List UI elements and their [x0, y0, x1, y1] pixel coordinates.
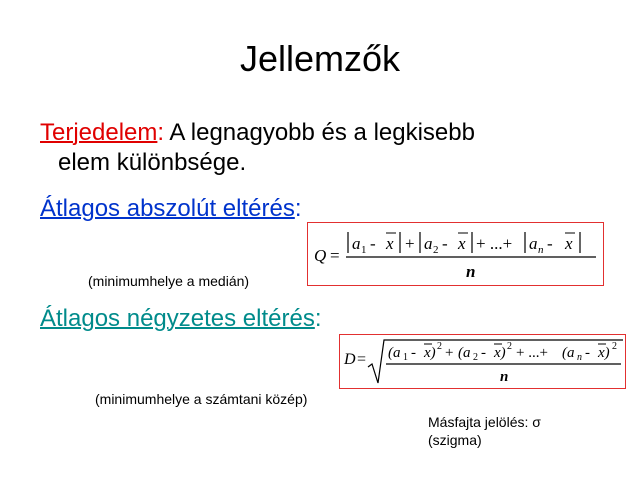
atlagos-abszolut-colon: :: [294, 195, 302, 222]
atlagos-negyzetes-term: Átlagos négyzetes eltérés: [40, 305, 315, 332]
formula-d-t1-sub: 1: [403, 352, 408, 363]
formula-d-tn: (a: [562, 345, 575, 361]
formula-d-denominator: n: [500, 369, 509, 385]
terjedelem-bullet: [40, 118, 640, 178]
formula-d-sup2: 2: [507, 341, 512, 352]
atlagos-abszolut-term: Átlagos abszolút eltérés: [40, 195, 295, 222]
formula-d-x2: x): [494, 345, 506, 361]
formula-d-minus3: -: [585, 345, 590, 361]
formula-q-an: a: [529, 234, 538, 253]
formula-d-lhs: D: [344, 351, 356, 368]
formula-d-minus1: -: [411, 345, 416, 361]
formula-q-a2-sub: 2: [433, 244, 439, 256]
formula-d-dots: + ...+: [516, 345, 548, 361]
formula-d-x1: x): [424, 345, 436, 361]
terjedelem-colon: :: [157, 119, 165, 146]
terjedelem-text-line1: A legnagyobb és a legkisebb: [164, 119, 475, 146]
formula-q-eq: =: [330, 246, 340, 265]
formula-d: [340, 335, 625, 388]
formula-q-box: [307, 222, 604, 286]
median-note: (minimumhelye a medián): [88, 273, 250, 289]
szamtani-kozep-note: (minimumhelye a számtani közép): [95, 391, 308, 407]
formula-q-a1: a: [352, 234, 361, 253]
formula-q-a2: a: [424, 234, 433, 253]
terjedelem-term: Terjedelem: [40, 119, 158, 146]
formula-d-eq: =: [357, 351, 367, 368]
formula-q-x1: x: [386, 234, 394, 253]
formula-q-denominator: n: [466, 262, 476, 281]
formula-q-x2: x: [458, 234, 466, 253]
atlagos-abszolut-heading: [40, 195, 301, 223]
formula-d-box: [339, 334, 626, 389]
formula-q-lhs: Q: [314, 246, 327, 265]
formula-d-minus2: -: [481, 345, 486, 361]
formula-d-sup3: 2: [612, 341, 617, 352]
formula-q-dots: + ...+: [476, 234, 513, 253]
formula-d-tn-sub: n: [577, 352, 582, 363]
terjedelem-text-line2: elem különbsége.: [58, 149, 247, 176]
formula-q-an-sub: n: [538, 244, 544, 256]
slide-title: Jellemzők: [239, 38, 401, 79]
atlagos-negyzetes-heading: [40, 305, 322, 333]
atlagos-negyzetes-colon: :: [314, 305, 322, 332]
formula-d-t1: (a: [388, 345, 401, 361]
formula-q: [308, 223, 603, 285]
formula-q-x3: x: [565, 234, 573, 253]
formula-d-x3: x): [598, 345, 610, 361]
formula-q-minus2: -: [442, 234, 448, 253]
alt-notation-note: Másfajta jelölés: σ (szigma): [428, 414, 541, 448]
formula-d-sup1: 2: [437, 341, 442, 352]
formula-q-plus1: +: [405, 234, 415, 253]
formula-q-a1-sub: 1: [361, 244, 367, 256]
formula-d-t2: (a: [458, 345, 471, 361]
formula-d-t2-sub: 2: [473, 352, 478, 363]
formula-q-minus1: -: [370, 234, 376, 253]
formula-d-plus1: +: [445, 345, 454, 361]
formula-q-minus3: -: [547, 234, 553, 253]
